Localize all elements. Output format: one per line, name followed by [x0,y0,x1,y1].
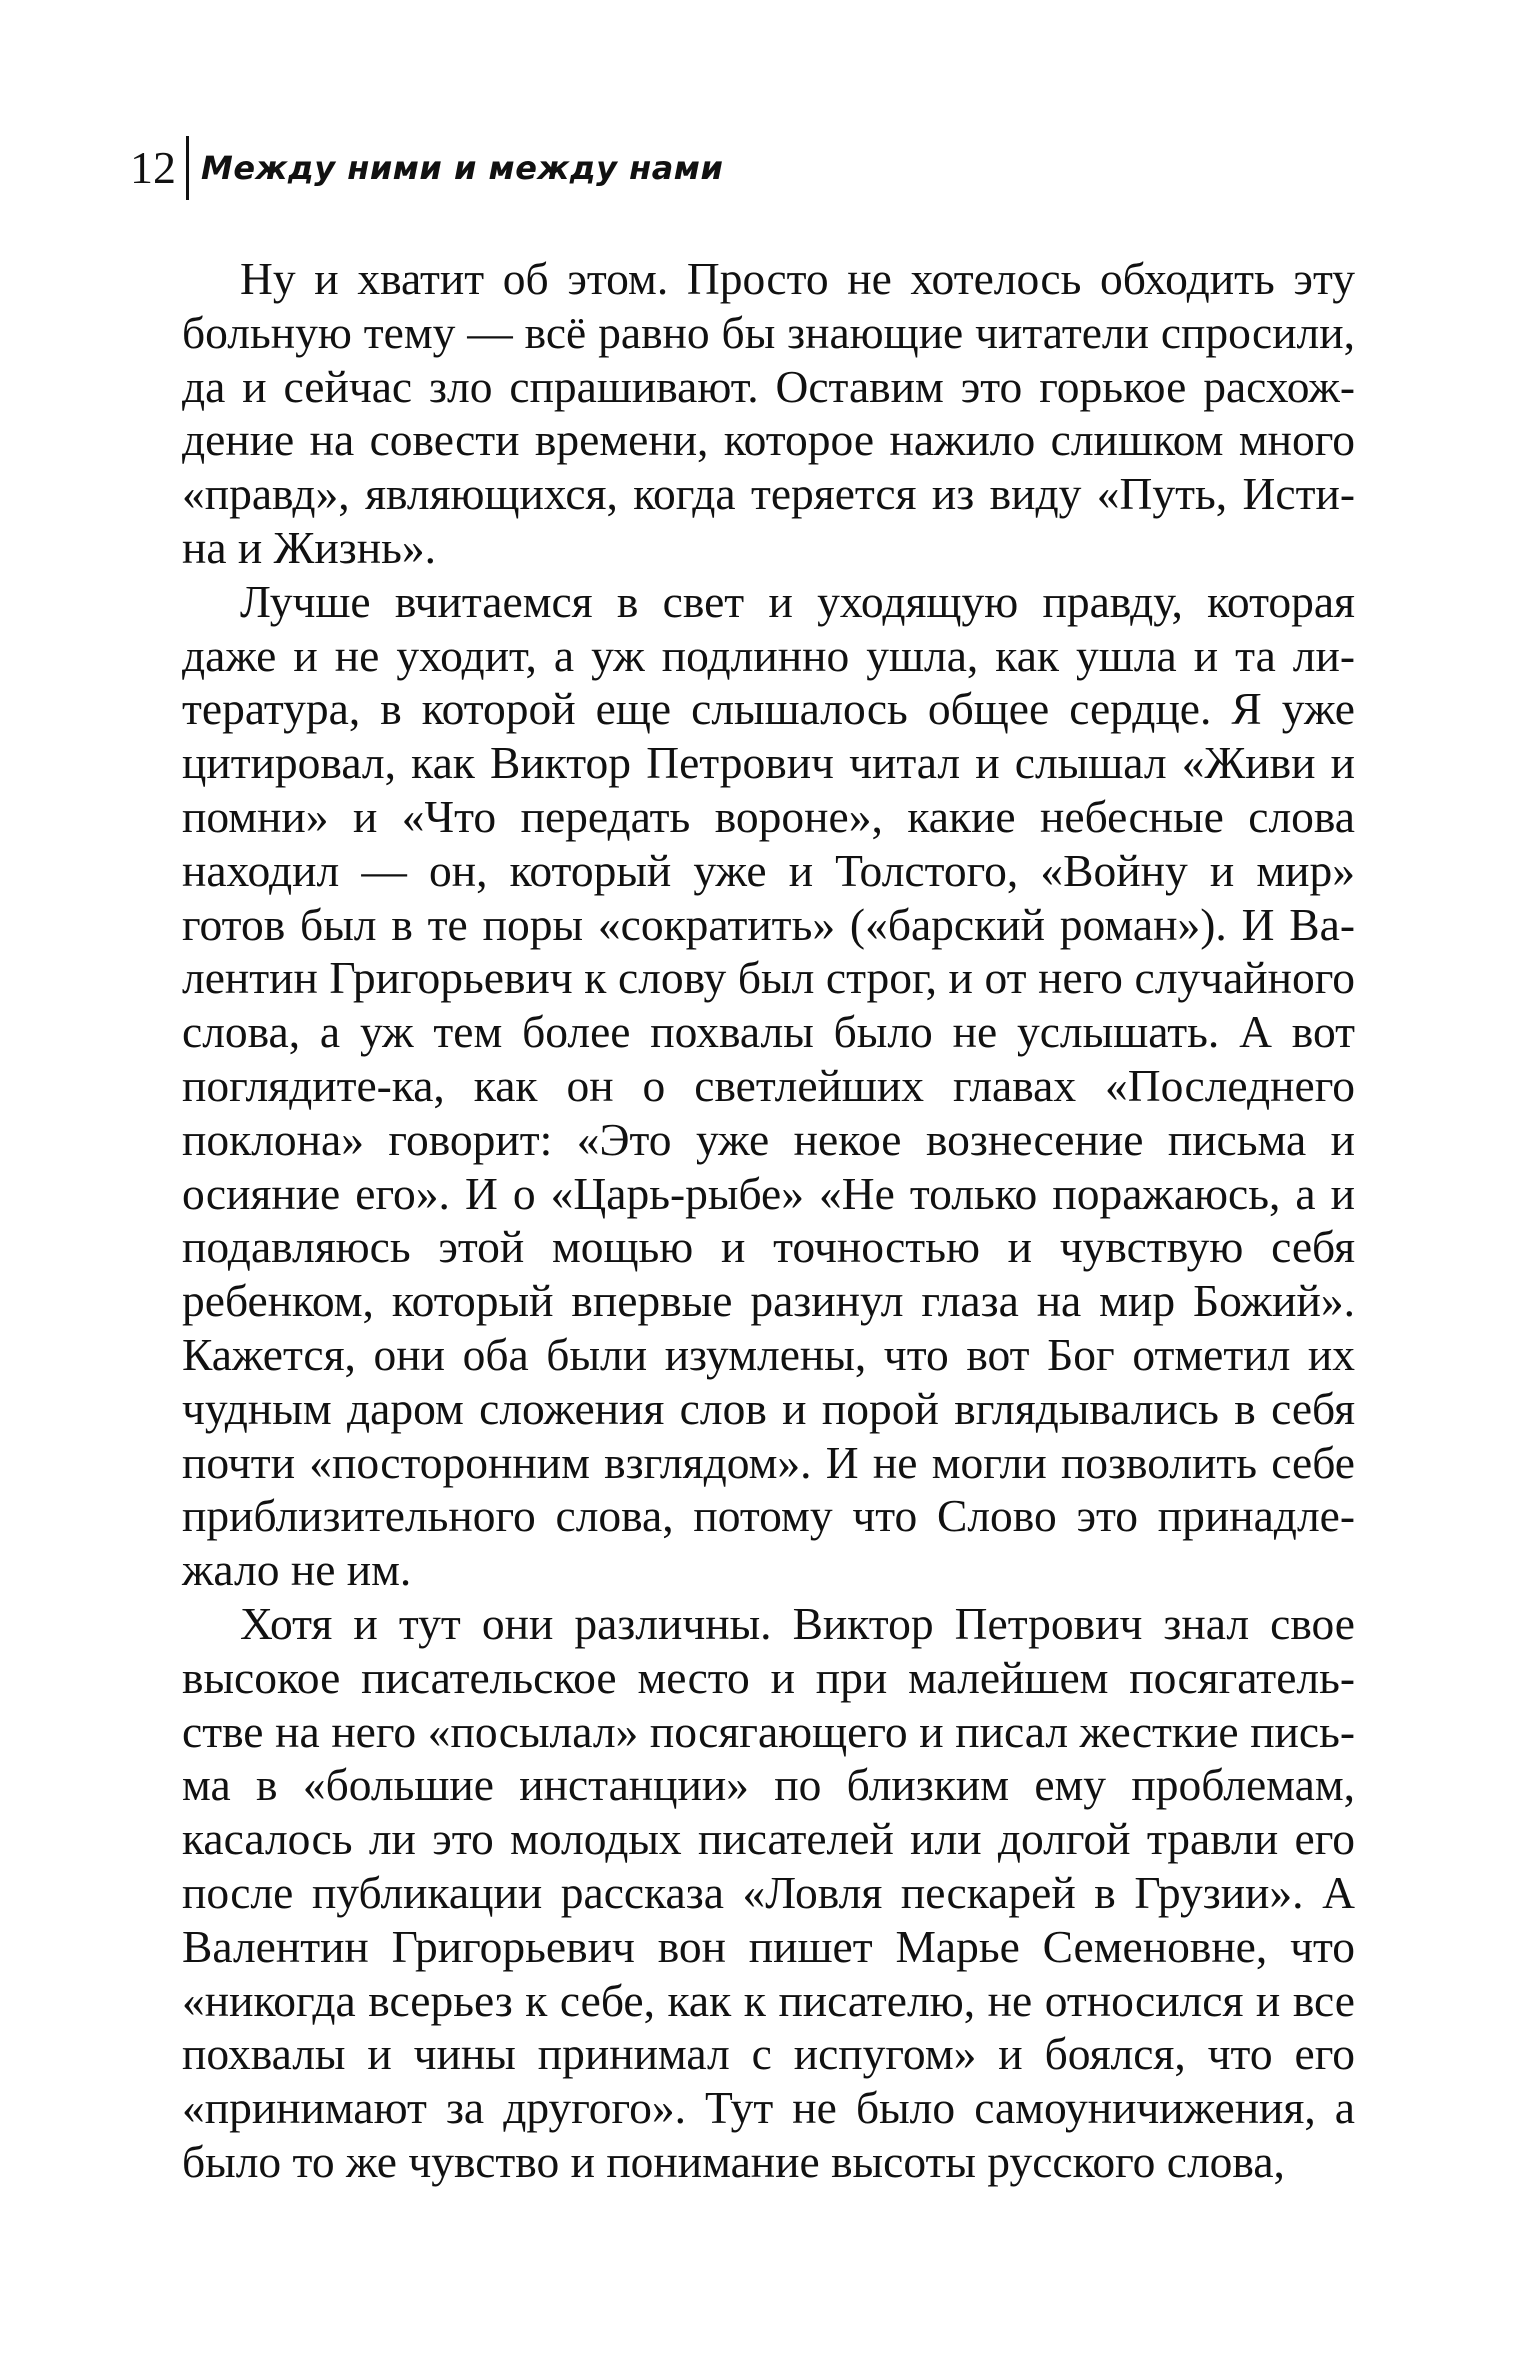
paragraph-1: Ну и хватит об этом. Просто не хотелось обходить эту больную тему — всё равно бы знающие читатели спросили, да и сейчас зло спрашивают. Оставим это горькое расхождение на совести времени, которое нажило слишком много «правд», являющихся, когда теряется из виду «Путь, Истина и Жизнь». [182,253,1355,573]
paragraph-3: Хотя и тут они различны. Виктор Петрович знал свое высокое писательское место и при малейшем посягательстве на него «посылал» посягающего и писал жесткие письма в «большие инстанции» по близким ему проблемам, касалось ли это молодых писателей или долгой травли его после публикации рассказа «Ловля пескарей в Грузии». А Валентин Григорьевич вон пишет Марье Семеновне, что «никогда всерьез к себе, как к писателю, не относился и все похвалы и чины принимал с испугом» и боялся, что его «принимают за другого». Тут не было самоуничижения, а было то же чувство и понимание высоты русского слова, [182,1597,1355,2187]
page-number: 12 [130,142,176,193]
body-text [182,252,1355,2189]
running-title: Между ними и между нами [201,149,724,187]
running-head [130,138,723,198]
paragraph-2: Лучше вчитаемся в свет и уходящую правду, которая даже и не уходит, а уж подлинно ушла, как ушла и та литература, в которой еще слышалось общее сердце. Я уже цитировал, как Виктор Петрович читал и слышал «Живи и помни» и «Что передать вороне», какие небесные слова находил — он, который уже и Толстого, «Войну и мир» готов был в те поры «сократить» («барский роман»). И Валентин Григорьевич к слову был строг, и от него случайного слова, а уж тем более похвалы было не услышать. А вот поглядите-ка, как он о светлейших главах «Последнего поклона» говорит: «Это уже некое вознесение письма и осияние его». И о «Царь-рыбе» «Не только поражаюсь, а и подавляюсь этой мощью и точностью и чувствую себя ребенком, который впервые разинул глаза на мир Божий». Кажется, они оба были изумлены, что вот Бог отметил их чудным даром сложения слов и порой вглядывались в себя почти «посторонним взглядом». И не могли позволить себе приблизительного слова, потому что Слово это принадлежало не им. [182,575,1355,1596]
header-divider [186,136,189,200]
